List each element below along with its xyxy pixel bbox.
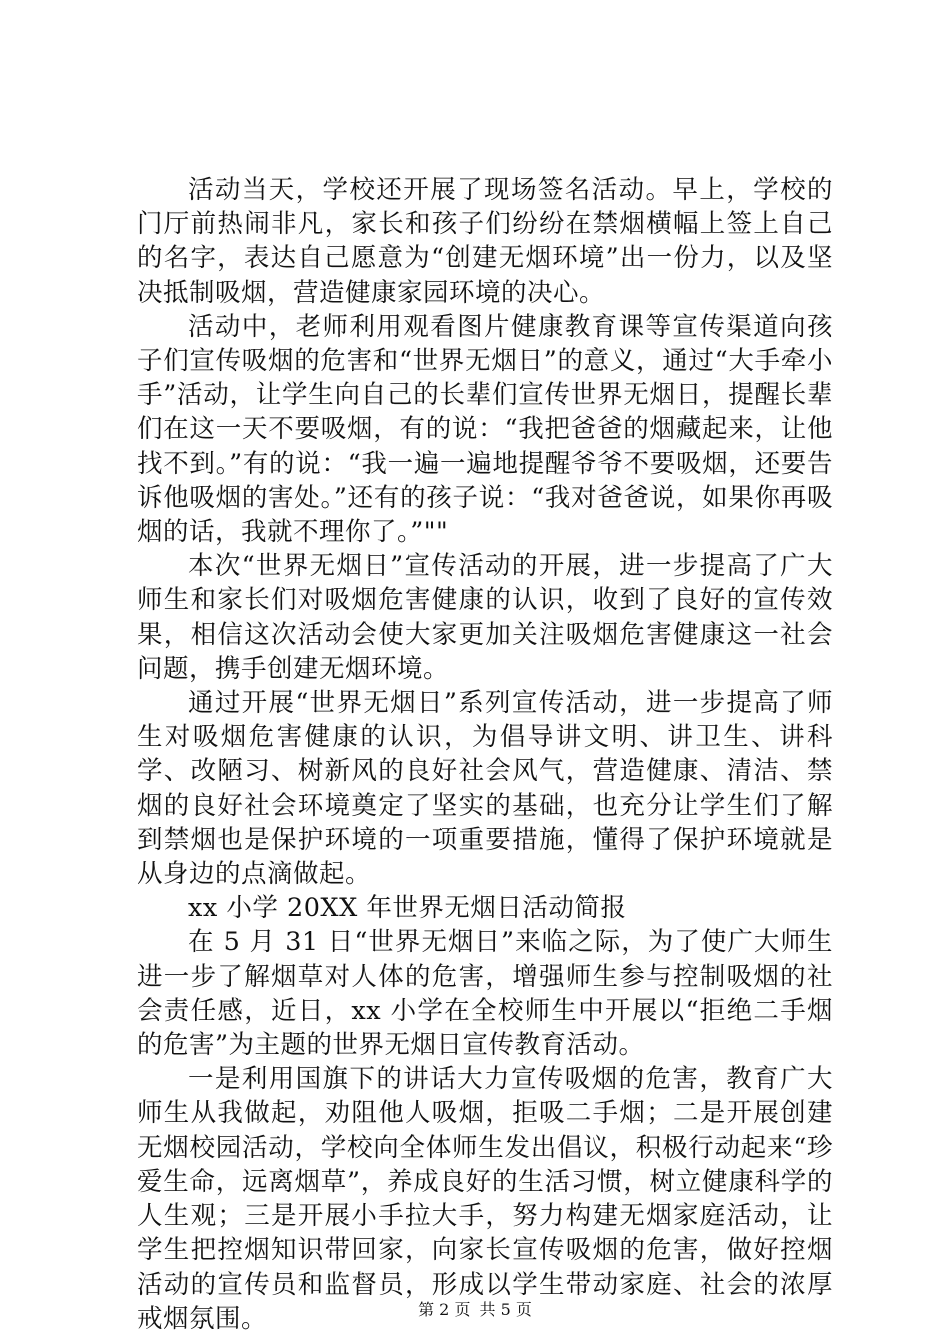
page-number: 第 2 页 [418,1300,471,1319]
paragraph-hand-in-hand: 活动中，老师利用观看图片健康教育课等宣传渠道向孩子们宣传吸烟的危害和“世界无烟日”的意义，通过“大手牵小手”活动，让学生向自己的长辈们宣传世界无烟日，提醒长辈们在这一天不要吸烟，有的说：“我把爸爸的烟藏起来，让他找不到。”有的说：“我一遍一遍地提醒爷爷不要吸烟，还要告诉他吸烟的害处。”还有的孩子说：“我对爸爸说，如果你再吸烟的话，我就不理你了。”"" [137,311,833,548]
paragraph-intro: 在 5 月 31 日“世界无烟日”来临之际，为了使广大师生进一步了解烟草对人体的危害，增强师生参与控制吸烟的社会责任感，近日，xx 小学在全校师生中开展以“拒绝二手烟的危害”为主题的世界无烟日宣传教育活动。 [137,927,833,1061]
paragraph-measures: 一是利用国旗下的讲话大力宣传吸烟的危害，教育广大师生从我做起，劝阻他人吸烟，拒吸二手烟；二是开展创建无烟校园活动，学校向全体师生发出倡议，积极行动起来“珍爱生命，远离烟草”，养成良好的生活习惯，树立健康科学的人生观；三是开展小手拉大手，努力构建无烟家庭活动，让学生把控烟知识带回家，向家长宣传吸烟的危害，做好控烟活动的宣传员和监督员，形成以学生带动家庭、社会的浓厚戒烟氛围。 [137,1064,833,1334]
paragraph-signing-activity: 活动当天，学校还开展了现场签名活动。早上，学校的门厅前热闹非凡，家长和孩子们纷纷在禁烟横幅上签上自己的名字，表达自己愿意为“创建无烟环境”出一份力，以及坚决抵制吸烟，营造健康家园环境的决心。 [137,175,833,308]
paragraph-campaign-result: 本次“世界无烟日”宣传活动的开展，进一步提高了广大师生和家长们对吸烟危害健康的认识，收到了良好的宣传效果，相信这次活动会使大家更加关注吸烟危害健康这一社会问题，携手创建无烟环境。 [137,551,833,684]
paragraph-campaign-summary: 通过开展“世界无烟日”系列宣传活动，进一步提高了师生对吸烟危害健康的认识，为倡导讲文明、讲卫生、讲科学、改陋习、树新风的良好社会风气，营造健康、清洁、禁烟的良好社会环境奠定了坚实的基础，也充分让学生们了解到禁烟也是保护环境的一项重要措施，懂得了保护环境就是从身边的点滴做起。 [137,688,833,890]
document-body [137,173,833,1336]
section-title: xx 小学 20XX 年世界无烟日活动简报 [188,893,627,924]
page-footer [0,1300,950,1320]
page-total: 共 5 页 [479,1300,532,1319]
